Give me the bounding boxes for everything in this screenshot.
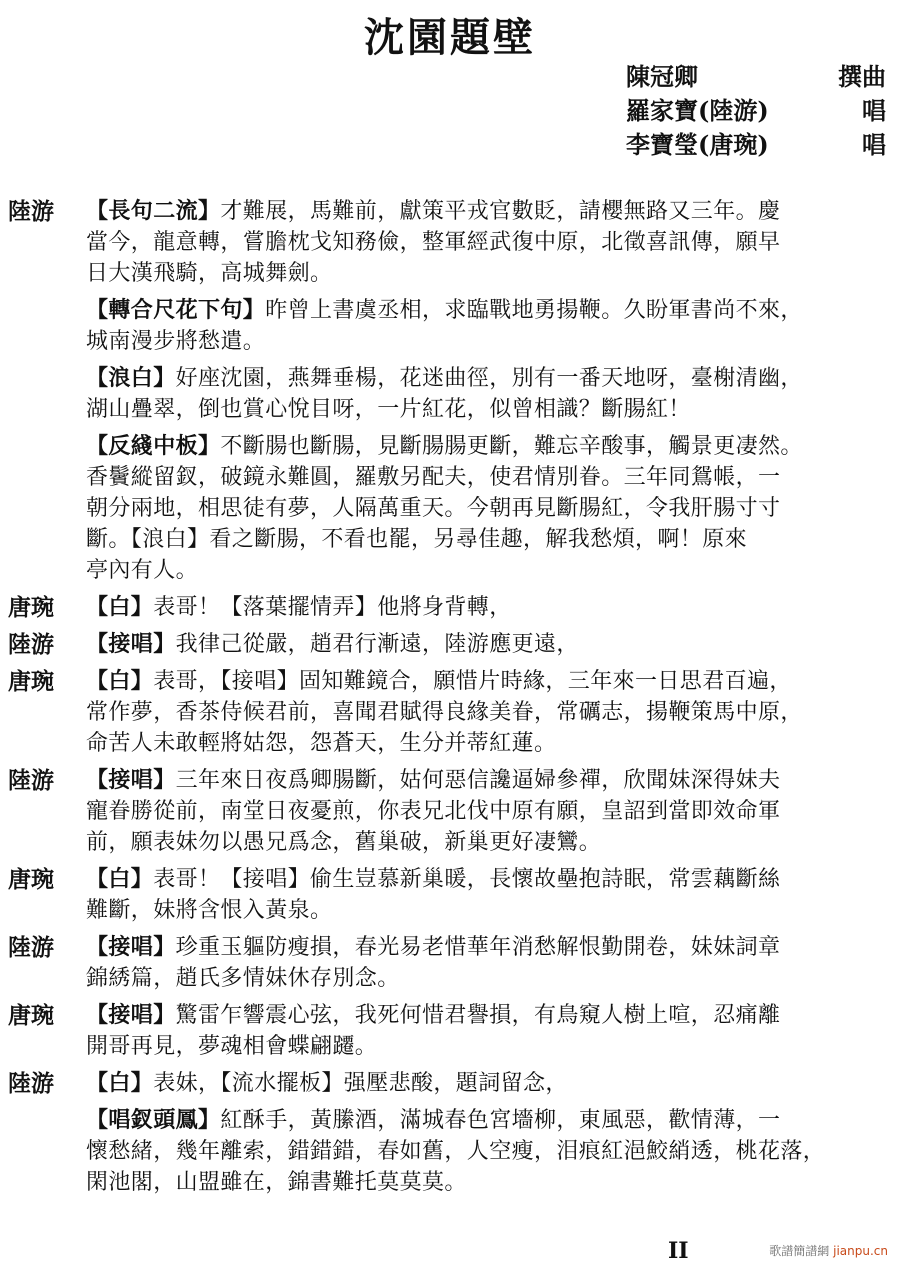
lyric-line — [86, 864, 892, 895]
melody-tag: 【接唱】 — [86, 767, 176, 793]
page-title: 沈園題壁 — [364, 14, 536, 61]
melody-tag: 【接唱】 — [86, 631, 176, 657]
melody-tag: 【轉合尺花下句】 — [86, 297, 266, 323]
speaker-name: 唐琬 — [8, 866, 54, 893]
watermark-url: jianpu.cn — [833, 1244, 888, 1258]
credit-lyricist — [626, 60, 886, 94]
lyric-line — [86, 555, 892, 586]
dialogue-lines — [86, 1000, 892, 1062]
lyric-line — [86, 295, 892, 326]
credits — [626, 60, 886, 162]
lyric-paragraph — [86, 363, 892, 425]
lyrics-body — [8, 196, 892, 1204]
lyric-text: 紅酥手，黃縢酒，滿城春色宮墻柳，東風惡，歡情薄，一 — [220, 1108, 781, 1133]
lyric-line — [86, 394, 892, 425]
lyric-paragraph — [86, 765, 892, 858]
speaker-name: 陸游 — [8, 631, 54, 658]
lyric-line — [86, 629, 892, 660]
lyric-line — [86, 697, 892, 728]
lyric-text: 斷。【浪白】看之斷腸，不看也罷，另尋佳趣，解我愁煩，啊！原來 — [86, 527, 748, 552]
lyric-line — [86, 895, 892, 926]
dialogue-entry — [8, 666, 892, 759]
lyric-paragraph — [86, 1068, 892, 1099]
speaker-name: 唐琬 — [8, 668, 54, 695]
lyric-line — [86, 462, 892, 493]
lyric-paragraph — [86, 592, 892, 623]
lyric-text: 懷愁緒，幾年離索，錯錯錯，春如舊，人空瘦，泪痕紅浥鮫綃透，桃花落， — [86, 1139, 826, 1164]
lyric-line — [86, 1136, 892, 1167]
lyric-text: 三年來日夜爲卿腸斷，姑何惡信讒逼婦參禪，欣聞妹深得妹夫 — [175, 768, 781, 793]
lyric-text: 閑池閣，山盟雖在，錦書難托莫莫莫。 — [86, 1170, 467, 1195]
lyric-paragraph — [86, 1105, 892, 1198]
dialogue-entry — [8, 1068, 892, 1198]
dialogue-lines — [86, 765, 892, 858]
lyric-text: 珍重玉軀防瘦損，春光易老惜華年消愁解恨勤開卷，妹妹詞章 — [175, 935, 781, 960]
lyric-text: 朝分兩地，相思徒有夢，人隔萬重天。今朝再見斷腸紅，令我肝腸寸寸 — [86, 496, 781, 521]
lyric-text: 常作夢，香茶侍候君前，喜聞君賦得良緣美眷，常礪志，揚鞭策馬中原， — [86, 700, 803, 725]
lyric-text: 湖山疊翠，倒也賞心悅目呀，一片紅花，似曾相識？斷腸紅！ — [86, 397, 691, 422]
lyric-line — [86, 592, 892, 623]
lyric-line — [86, 963, 892, 994]
lyric-line — [86, 796, 892, 827]
lyric-line — [86, 765, 892, 796]
lyric-text: 城南漫步將愁遣。 — [86, 329, 266, 354]
dialogue-lines — [86, 864, 892, 926]
lyric-text: 好座沈園，燕舞垂楊，花迷曲徑，別有一番天地呀，臺榭清幽， — [175, 366, 803, 391]
lyric-line — [86, 1068, 892, 1099]
lyric-line — [86, 1000, 892, 1031]
lyric-text: 命苦人未敢輕將姑怨，怨蒼天，生分并蒂紅蓮。 — [86, 731, 557, 756]
lyric-line — [86, 493, 892, 524]
lyric-paragraph — [86, 431, 892, 586]
dialogue-entry — [8, 196, 892, 586]
lyric-line — [86, 227, 892, 258]
dialogue-entry — [8, 592, 892, 623]
credit-name: 李寶瑩(唐琬) — [626, 130, 769, 159]
dialogue-lines — [86, 629, 892, 660]
melody-tag: 【白】 — [86, 1070, 154, 1096]
lyric-line — [86, 666, 892, 697]
lyric-paragraph — [86, 666, 892, 759]
lyric-paragraph — [86, 864, 892, 926]
lyric-text: 日大漢飛騎，高城舞劍。 — [86, 261, 333, 286]
melody-tag: 【反綫中板】 — [86, 433, 221, 459]
speaker-name: 唐琬 — [8, 1002, 54, 1029]
watermark-text: 歌譜簡譜網 — [769, 1244, 830, 1258]
dialogue-lines — [86, 932, 892, 994]
lyric-text: 寵眷勝從前，南堂日夜憂煎，你表兄北伐中原有願，皇詔到當即效命軍 — [86, 799, 781, 824]
speaker-name: 唐琬 — [8, 594, 54, 621]
credit-name: 羅家寶(陸游) — [626, 96, 769, 125]
lyric-text: 表哥！【落葉擺情弄】他將身背轉， — [153, 595, 512, 620]
lyric-text: 表哥，【接唱】固知難鏡合，願惜片時緣，三年來一日思君百遍， — [153, 669, 792, 694]
lyric-line — [86, 932, 892, 963]
lyric-line — [86, 1105, 892, 1136]
dialogue-lines — [86, 196, 892, 586]
melody-tag: 【白】 — [86, 668, 154, 694]
credit-singer-tangwan — [626, 128, 886, 162]
page-number: II — [668, 1238, 689, 1264]
lyric-text: 香鬢縱留釵，破鏡永難圓，羅敷另配夫，使君情別眷。三年同鴛帳，一 — [86, 465, 781, 490]
credit-role: 唱 — [862, 96, 886, 125]
lyric-line — [86, 326, 892, 357]
speaker-name: 陸游 — [8, 934, 54, 961]
lyric-paragraph — [86, 295, 892, 357]
dialogue-lines — [86, 666, 892, 759]
dialogue-entry — [8, 932, 892, 994]
dialogue-entry — [8, 629, 892, 660]
lyric-text: 驚雷乍響震心弦，我死何惜君譽損，有鳥窺人樹上喧，忍痛離 — [175, 1003, 781, 1028]
dialogue-entry — [8, 864, 892, 926]
lyric-paragraph — [86, 629, 892, 660]
lyric-text: 錦綉篇，趙氏多情妹休存別念。 — [86, 966, 400, 991]
credit-role: 唱 — [862, 130, 886, 159]
dialogue-entry — [8, 765, 892, 858]
lyric-text: 表妹，【流水擺板】强壓悲酸，題詞留念， — [153, 1071, 568, 1096]
melody-tag: 【接唱】 — [86, 1002, 176, 1028]
lyric-line — [86, 196, 892, 227]
credit-name: 陳冠卿 — [626, 62, 698, 91]
lyric-line — [86, 363, 892, 394]
melody-tag: 【白】 — [86, 594, 154, 620]
lyric-text: 我律己從嚴，趙君行漸遠，陸游應更遠， — [175, 632, 579, 657]
credit-singer-luyou — [626, 94, 886, 128]
lyric-text: 前，願表妹勿以愚兄爲念，舊巢破，新巢更好凄鸞。 — [86, 830, 602, 855]
lyric-paragraph — [86, 932, 892, 994]
melody-tag: 【白】 — [86, 866, 154, 892]
lyric-text: 亭內有人。 — [86, 558, 199, 583]
lyric-text: 難斷，妹將含恨入黃泉。 — [86, 898, 333, 923]
melody-tag: 【唱釵頭鳳】 — [86, 1107, 221, 1133]
lyric-line — [86, 431, 892, 462]
lyric-paragraph — [86, 196, 892, 289]
speaker-name: 陸游 — [8, 1070, 54, 1097]
dialogue-lines — [86, 1068, 892, 1198]
lyric-paragraph — [86, 1000, 892, 1062]
site-watermark — [769, 1242, 888, 1259]
lyric-text: 開哥再見，夢魂相會蝶翩躚。 — [86, 1034, 378, 1059]
dialogue-lines — [86, 592, 892, 623]
melody-tag: 【浪白】 — [86, 365, 176, 391]
lyric-line — [86, 827, 892, 858]
speaker-name: 陸游 — [8, 767, 54, 794]
lyric-line — [86, 1031, 892, 1062]
lyric-line — [86, 1167, 892, 1198]
melody-tag: 【接唱】 — [86, 934, 176, 960]
lyric-text: 不斷腸也斷腸，見斷腸腸更斷，難忘辛酸事，觸景更凄然。 — [220, 434, 803, 459]
speaker-name: 陸游 — [8, 198, 54, 225]
lyric-text: 表哥！【接唱】偷生豈慕新巢暖，長懷故壘抱詩眠，常雲藕斷絲 — [153, 867, 781, 892]
lyric-text: 才難展，馬難前，獻策平戎官數貶，請櫻無路又三年。慶 — [220, 199, 781, 224]
lyric-line — [86, 258, 892, 289]
dialogue-entry — [8, 1000, 892, 1062]
lyric-line — [86, 728, 892, 759]
lyric-text: 當今，龍意轉，嘗膽枕戈知務儉，整軍經武復中原，北徵喜訊傳，願早 — [86, 230, 781, 255]
lyric-text: 昨曾上書虞丞相，求臨戰地勇揚鞭。久盼軍書尚不來， — [265, 298, 803, 323]
melody-tag: 【長句二流】 — [86, 198, 221, 224]
lyric-line — [86, 524, 892, 555]
credit-role: 撰曲 — [838, 62, 886, 91]
